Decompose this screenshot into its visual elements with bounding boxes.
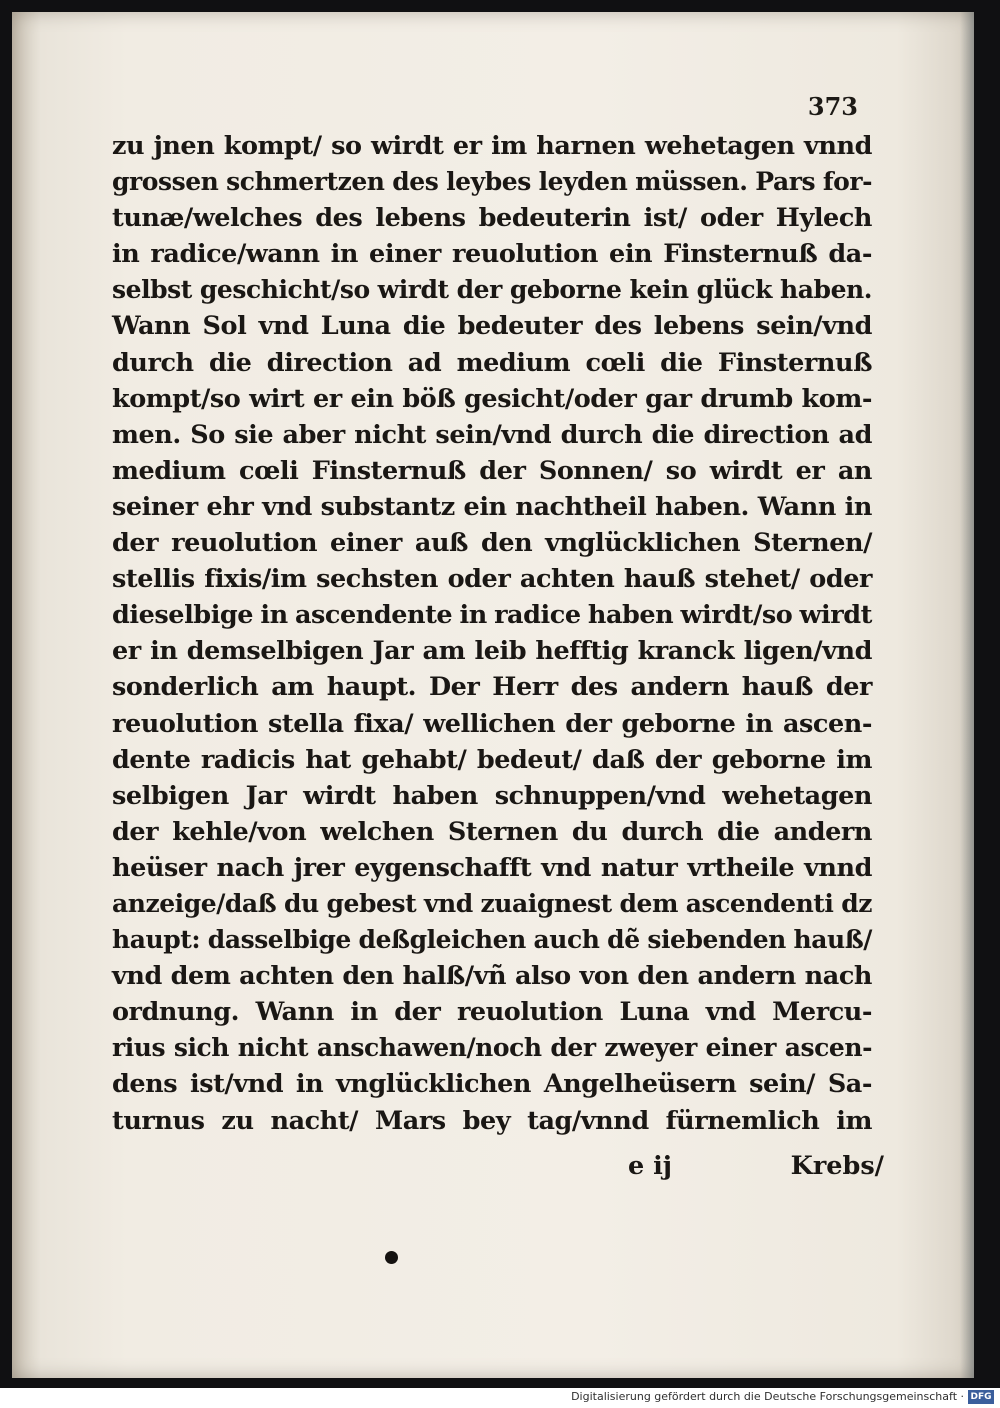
page-number: 373 bbox=[807, 92, 858, 121]
text-line: in radice/wann in einer reuolution ein Finsternuß da- bbox=[112, 239, 872, 270]
page-edge-shadow bbox=[960, 12, 974, 1378]
text-line: der kehle/von welchen Sternen du durch die andern bbox=[112, 816, 872, 847]
text-line: zu jnen kompt/ so wirdt er im harnen wehetagen vnnd bbox=[112, 131, 872, 161]
text-line: der reuolution einer auß den vnglücklichen Sternen/ bbox=[112, 528, 872, 559]
text-line: dente radicis hat gehabt/ bedeut/ daß der geborne im bbox=[112, 744, 872, 775]
text-line: Wann Sol vnd Luna die bedeuter des lebens sein/vnd bbox=[112, 311, 872, 342]
text-line: seiner ehr vnd substantz ein nachtheil haben. Wann in bbox=[112, 491, 872, 522]
text-line: sonderlich am haupt. Der Herr des andern hauß der bbox=[112, 672, 872, 703]
text-line: haupt: dasselbige deßgleichen auch dẽ siebenden hauß/ bbox=[112, 925, 872, 955]
text-line: durch die direction ad medium cœli die Finsternuß bbox=[112, 347, 872, 378]
text-line: medium cœli Finsternuß der Sonnen/ so wirdt er an bbox=[112, 455, 872, 486]
catchword: Krebs/ bbox=[790, 1151, 884, 1181]
text-line: dens ist/vnd in vnglücklichen Angelheüsern sein/ Sa- bbox=[112, 1069, 872, 1100]
text-line: tunæ/welches des lebens bedeuterin ist/ oder Hylech bbox=[112, 203, 872, 234]
text-line: dieselbige in ascendente in radice haben wirdt/so wirdt bbox=[112, 600, 872, 631]
ink-dot bbox=[385, 1251, 398, 1264]
text-line: anzeige/daß du gebest vnd zuaignest dem ascendenti dz bbox=[112, 888, 872, 918]
signature-line bbox=[628, 1148, 884, 1184]
text-line: turnus zu nacht/ Mars bey tag/vnnd fürnemlich im bbox=[112, 1105, 872, 1136]
body-text bbox=[112, 128, 872, 1139]
text-line: selbst geschicht/so wirdt der geborne kein glück haben. bbox=[112, 275, 872, 305]
text-line: ordnung. Wann in der reuolution Luna vnd Mercu- bbox=[112, 997, 872, 1028]
text-line: stellis fixis/im sechsten oder achten hauß stehet/ oder bbox=[112, 564, 872, 595]
text-line: men. So sie aber nicht sein/vnd durch die direction ad bbox=[112, 419, 872, 450]
text-line: selbigen Jar wirdt haben schnuppen/vnd wehetagen bbox=[112, 780, 872, 811]
funding-credit: Digitalisierung gefördert durch die Deutsche Forschungsgemeinschaft · bbox=[571, 1390, 964, 1403]
text-line: kompt/so wirt er ein böß gesicht/oder gar drumb kom- bbox=[112, 383, 872, 414]
dfg-logo: DFG bbox=[968, 1390, 994, 1404]
text-line: er in demselbigen Jar am leib hefftig kranck ligen/vnd bbox=[112, 636, 872, 667]
footer-bar bbox=[0, 1388, 1000, 1408]
text-line: rius sich nicht anschawen/noch der zweyer einer ascen- bbox=[112, 1033, 872, 1063]
text-line: grossen schmertzen des leybes leyden müssen. Pars for- bbox=[112, 167, 872, 197]
text-line: heüser nach jrer eygenschafft vnd natur vrtheile vnnd bbox=[112, 852, 872, 883]
signature-mark: e ij bbox=[628, 1151, 673, 1181]
text-line: reuolution stella fixa/ wellichen der geborne in ascen- bbox=[112, 708, 872, 739]
book-page bbox=[12, 12, 974, 1378]
text-line: vnd dem achten den halß/vñ also von den andern nach bbox=[112, 961, 872, 992]
